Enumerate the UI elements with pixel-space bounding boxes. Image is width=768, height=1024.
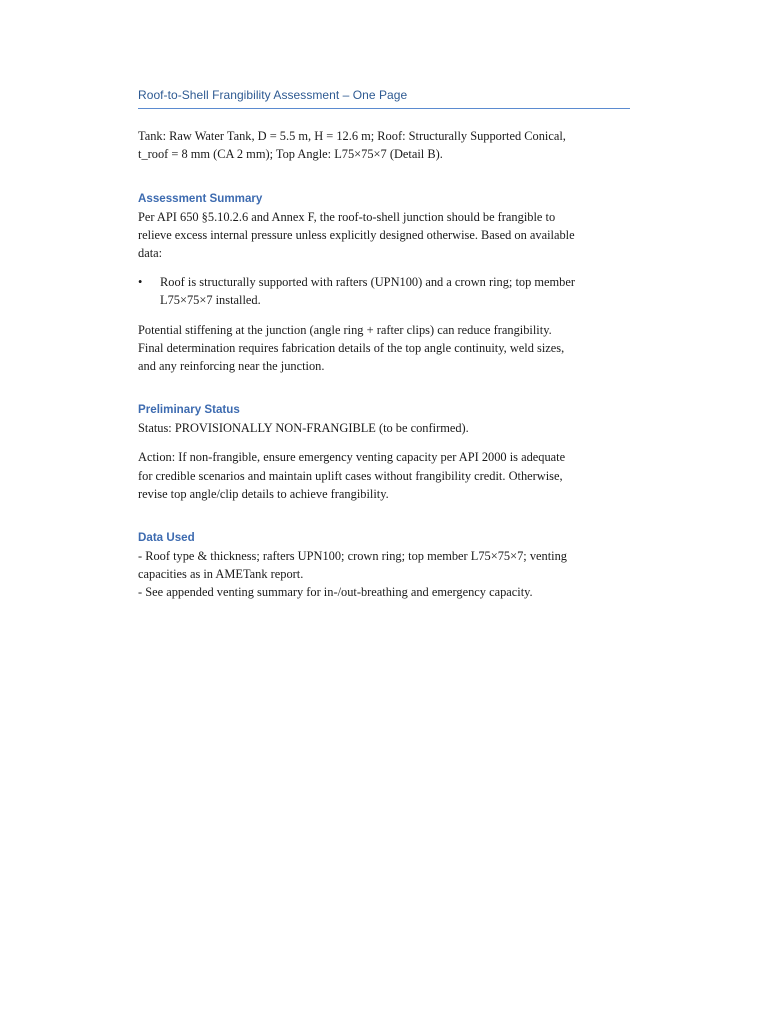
assessment-summary-line: Per API 650 §5.10.2.6 and Annex F, the roof-to-shell junction should be frangible to (138, 209, 556, 224)
preliminary-status-heading: Preliminary Status (138, 403, 240, 417)
assessment-summary-line: data: (138, 246, 163, 261)
data-used-paragraph (138, 547, 630, 602)
action-line: Action: If non-frangible, ensure emergency venting capacity per API 2000 is adequate (138, 450, 566, 465)
list-item (138, 273, 630, 309)
assessment-summary-paragraph (138, 208, 630, 263)
assessment-summary-heading: Assessment Summary (138, 191, 263, 205)
bullet-line: Roof is structurally supported with rafters (UPN100) and a crown ring; top member (160, 275, 575, 290)
data-used-heading: Data Used (138, 531, 195, 545)
bullet-marker: • (138, 275, 143, 290)
data-used-line: - See appended venting summary for in-/out-breathing and emergency capacity. (138, 585, 533, 600)
document-title: Roof-to-Shell Frangibility Assessment – One Page (138, 86, 630, 109)
assessment-bullet-list (138, 273, 630, 309)
status-line: Status: PROVISIONALLY NON-FRANGIBLE (to be confirmed). (138, 421, 469, 436)
data-used-line: - Roof type & thickness; rafters UPN100; crown ring; top member L75×75×7; venting (138, 549, 567, 564)
action-line: for credible scenarios and maintain uplift cases without frangibility credit. Otherwise, (138, 468, 563, 483)
bullet-line: L75×75×7 installed. (160, 293, 261, 308)
assessment-summary-line: relieve excess internal pressure unless explicitly designed otherwise. Based on available (138, 227, 575, 242)
tank-description-line: t_roof = 8 mm (CA 2 mm); Top Angle: L75×75×7 (Detail B). (138, 147, 443, 162)
assessment-closing-line: Potential stiffening at the junction (angle ring + rafter clips) can reduce frangibility. (138, 322, 552, 337)
tank-description-line: Tank: Raw Water Tank, D = 5.5 m, H = 12.6 m; Roof: Structurally Supported Conical, (138, 129, 566, 144)
data-used-line: capacities as in AMETank report. (138, 567, 304, 582)
document-content (138, 86, 630, 613)
action-paragraph (138, 448, 630, 503)
assessment-closing-line: Final determination requires fabrication details of the top angle continuity, weld sizes, (138, 340, 565, 355)
tank-description (138, 127, 630, 163)
assessment-closing-line: and any reinforcing near the junction. (138, 359, 325, 374)
action-line: revise top angle/clip details to achieve frangibility. (138, 486, 389, 501)
assessment-closing-paragraph (138, 321, 630, 376)
